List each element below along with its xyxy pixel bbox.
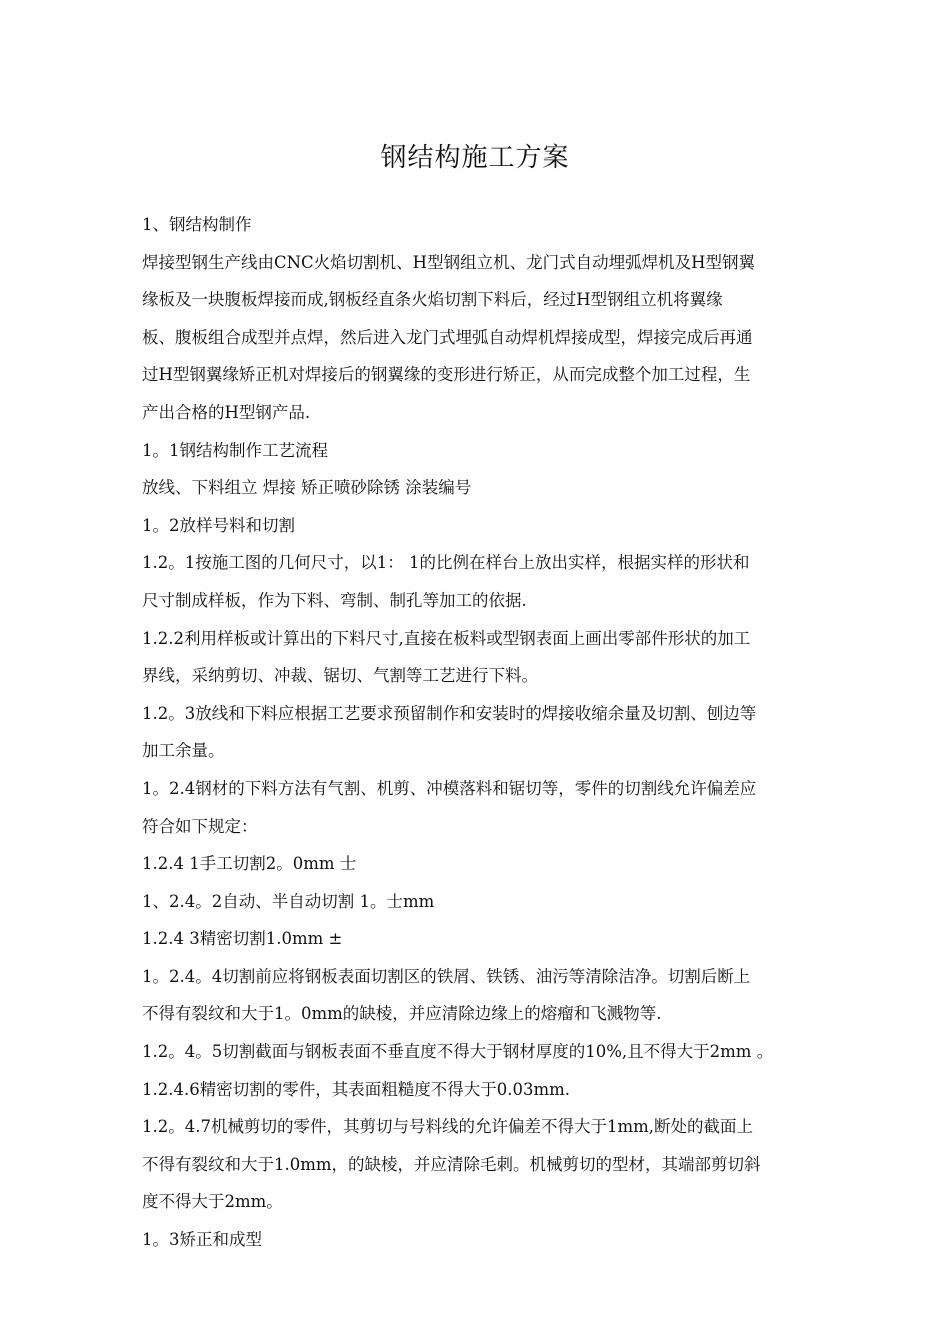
text-line: 1。2放样号料和切割 [142,515,295,535]
text-line: 1.2.4 3精密切割1.0mm ± [142,929,343,949]
text-line: 产出合格的H型钢产品. [142,402,311,422]
text-line: 放线、下料组立 焊接 矫正喷砂除锈 涂装编号 [142,478,472,498]
text-line: 1、2.4。2自动、半自动切割 1。士mm [142,891,435,911]
text-line: 1。3矫正和成型 [142,1230,262,1250]
text-line: 1、钢结构制作 [142,215,252,234]
document-title: 钢结构施工方案 [380,143,570,173]
text-line: 1.2.2利用样板或计算出的下料尺寸,直接在板料或型钢表面上画出零部件形状的加工 [142,628,751,648]
text-line: 焊接型钢生产线由CNC火焰切割机、H型钢组立机、龙门式自动埋弧焊机及H型钢翼 [142,252,755,272]
text-line: 不得有裂纹和大于1。0mm的缺棱，并应清除边缘上的熔瘤和飞溅物等. [142,1004,662,1024]
text-line: 1。1钢结构制作工艺流程 [142,440,328,460]
text-line: 1。2.4钢材的下料方法有气割、机剪、冲模落料和锯切等，零件的切割线允许偏差应 [142,778,757,798]
text-line: 1。2.4。4切割前应将钢板表面切割区的铁屑、铁锈、油污等清除洁净。切割后断上 [142,966,751,986]
document-body [142,206,818,1259]
text-line: 过H型钢翼缘矫正机对焊接后的钢翼缘的变形进行矫正，从而完成整个加工过程，生 [142,365,751,385]
text-line: 1.2。3放线和下料应根据工艺要求预留制作和安装时的焊接收缩余量及切割、刨边等 [142,703,757,723]
text-line: 度不得大于2mm。 [142,1192,283,1212]
text-line: 符合如下规定： [142,816,258,836]
text-line: 1.2。4。5切割截面与钢板表面不垂直度不得大于钢材厚度的10%,且不得大于2mm 。 [142,1042,774,1062]
text-line: 缘板及一块腹板焊接而成,钢板经直条火焰切割下料后，经过H型钢组立机将翼缘 [142,290,723,310]
text-line: 1.2.4.6精密切割的零件，其表面粗糙度不得大于0.03mm. [142,1079,571,1099]
text-line: 1.2。1按施工图的几何尺寸，以1： 1的比例在样台上放出实样，根据实样的形状和 [142,553,750,573]
text-line: 加工余量。 [142,741,225,761]
text-line: 板、腹板组合成型并点焊，然后进入龙门式埋弧自动焊机焊接成型，焊接完成后再通 [142,327,753,347]
text-line: 1.2。4.7机械剪切的零件，其剪切与号料线的允许偏差不得大于1mm,断处的截面上 [142,1117,754,1137]
text-line: 不得有裂纹和大于1.0mm，的缺棱，并应清除毛刺。机械剪切的型材，其端部剪切斜 [142,1154,761,1174]
text-line: 尺寸制成样板，作为下料、弯制、制孔等加工的依据. [142,590,527,610]
text-line: 界线，采纳剪切、冲裁、锯切、气割等工艺进行下料。 [142,666,538,686]
text-line: 1.2.4 1手工切割2。0mm 士 [142,854,357,874]
